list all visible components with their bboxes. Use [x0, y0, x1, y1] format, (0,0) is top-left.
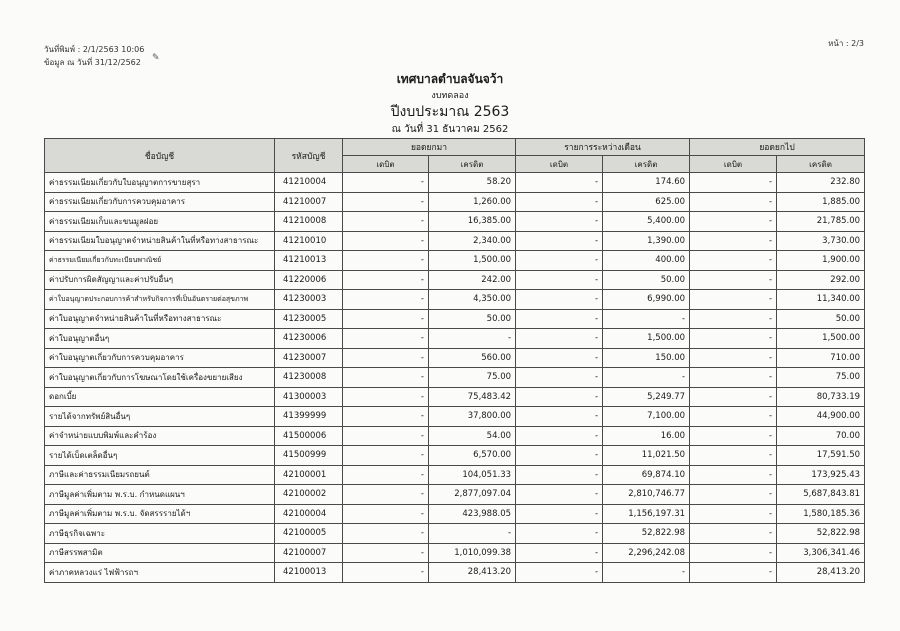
carried-in-debit: - — [343, 368, 429, 388]
table-row — [45, 348, 865, 368]
carried-out-debit: - — [690, 407, 777, 427]
account-code: 41500006 — [275, 426, 343, 446]
account-code: 41230007 — [275, 348, 343, 368]
col-header-mv-credit: เครดิต — [603, 156, 690, 173]
movement-credit: - — [603, 368, 690, 388]
account-code: 41230005 — [275, 309, 343, 329]
carried-in-credit: 2,877,097.04 — [429, 485, 516, 505]
carried-out-debit: - — [690, 290, 777, 310]
movement-debit: - — [516, 368, 603, 388]
carried-in-credit: 2,340.00 — [429, 231, 516, 251]
movement-debit: - — [516, 173, 603, 193]
carried-out-debit: - — [690, 270, 777, 290]
col-header-mv-debit: เดบิต — [516, 156, 603, 173]
account-code: 41210004 — [275, 173, 343, 193]
account-code: 41230003 — [275, 290, 343, 310]
carried-out-debit: - — [690, 309, 777, 329]
table-row — [45, 290, 865, 310]
account-name: รายได้จากทรัพย์สินอื่นๆ — [45, 407, 275, 427]
carried-in-credit: 54.00 — [429, 426, 516, 446]
account-name: ค่าใบอนุญาตเกี่ยวกับการโฆษณาโดยใช้เครื่องขยายเสียง — [45, 368, 275, 388]
carried-in-debit: - — [343, 426, 429, 446]
account-name: ค่าใบอนุญาตอื่นๆ — [45, 329, 275, 349]
table-row — [45, 309, 865, 329]
carried-out-credit: 1,500.00 — [777, 329, 865, 349]
account-code: 42100013 — [275, 563, 343, 583]
movement-debit: - — [516, 543, 603, 563]
carried-out-debit: - — [690, 387, 777, 407]
movement-credit: 1,390.00 — [603, 231, 690, 251]
col-header-code: รหัสบัญชี — [275, 139, 343, 173]
carried-in-debit: - — [343, 348, 429, 368]
table-row — [45, 329, 865, 349]
carried-in-credit: 75.00 — [429, 368, 516, 388]
movement-credit: 52,822.98 — [603, 524, 690, 544]
account-name: ค่าใบอนุญาตเกี่ยวกับการควบคุมอาคาร — [45, 348, 275, 368]
account-code: 41230008 — [275, 368, 343, 388]
movement-debit: - — [516, 387, 603, 407]
carried-in-debit: - — [343, 407, 429, 427]
movement-debit: - — [516, 231, 603, 251]
carried-out-credit: 50.00 — [777, 309, 865, 329]
carried-out-debit: - — [690, 563, 777, 583]
carried-in-debit: - — [343, 543, 429, 563]
fiscal-year: ปีงบประมาณ 2563 — [390, 104, 510, 120]
carried-out-credit: 52,822.98 — [777, 524, 865, 544]
carried-out-debit: - — [690, 524, 777, 544]
col-header-out-debit: เดบิต — [690, 156, 777, 173]
carried-in-debit: - — [343, 465, 429, 485]
account-name: ค่าธรรมเนียมเก็บและขนมูลฝอย — [45, 212, 275, 232]
account-code: 42100002 — [275, 485, 343, 505]
carried-out-debit: - — [690, 348, 777, 368]
movement-credit: 1,500.00 — [603, 329, 690, 349]
table-row — [45, 387, 865, 407]
carried-in-debit: - — [343, 212, 429, 232]
carried-in-debit: - — [343, 504, 429, 524]
carried-out-credit: 1,900.00 — [777, 251, 865, 271]
table-row — [45, 446, 865, 466]
account-name: ภาษีธุรกิจเฉพาะ — [45, 524, 275, 544]
carried-out-credit: 28,413.20 — [777, 563, 865, 583]
movement-credit: 16.00 — [603, 426, 690, 446]
carried-in-debit: - — [343, 485, 429, 505]
carried-out-credit: 1,580,185.36 — [777, 504, 865, 524]
account-name: รายได้เบ็ดเตล็ดอื่นๆ — [45, 446, 275, 466]
movement-debit: - — [516, 446, 603, 466]
movement-debit: - — [516, 524, 603, 544]
carried-out-credit: 1,885.00 — [777, 192, 865, 212]
account-code: 42100007 — [275, 543, 343, 563]
carried-in-credit: 50.00 — [429, 309, 516, 329]
carried-in-credit: 104,051.33 — [429, 465, 516, 485]
carried-in-credit: 1,500.00 — [429, 251, 516, 271]
carried-out-debit: - — [690, 368, 777, 388]
movement-credit: 7,100.00 — [603, 407, 690, 427]
movement-debit: - — [516, 504, 603, 524]
carried-in-credit: - — [429, 329, 516, 349]
account-code: 41210013 — [275, 251, 343, 271]
account-name: ภาษีมูลค่าเพิ่มตาม พ.ร.บ. จัดสรรรายได้ฯ — [45, 504, 275, 524]
movement-credit: - — [603, 563, 690, 583]
page-number: หน้า : 2/3 — [828, 39, 864, 48]
movement-debit: - — [516, 465, 603, 485]
carried-in-credit: 1,260.00 — [429, 192, 516, 212]
carried-out-credit: 292.00 — [777, 270, 865, 290]
print-date: วันที่พิมพ์ : 2/1/2563 10:06 — [44, 45, 145, 54]
movement-debit: - — [516, 309, 603, 329]
table-row — [45, 504, 865, 524]
movement-credit: 174.60 — [603, 173, 690, 193]
account-name: ค่าปรับการผิดสัญญาและค่าปรับอื่นๆ — [45, 270, 275, 290]
carried-in-credit: 75,483.42 — [429, 387, 516, 407]
carried-out-credit: 11,340.00 — [777, 290, 865, 310]
col-header-in-debit: เดบิต — [343, 156, 429, 173]
col-header-name: ชื่อบัญชี — [45, 139, 275, 173]
carried-in-credit: 37,800.00 — [429, 407, 516, 427]
carried-in-credit: 58.20 — [429, 173, 516, 193]
data-date: ข้อมูล ณ วันที่ 31/12/2562 — [44, 58, 141, 67]
carried-in-credit: 1,010,099.38 — [429, 543, 516, 563]
carried-out-debit: - — [690, 485, 777, 505]
table-row — [45, 192, 865, 212]
account-code: 41399999 — [275, 407, 343, 427]
account-name: ภาษีสรรพสามิต — [45, 543, 275, 563]
carried-out-credit: 710.00 — [777, 348, 865, 368]
movement-credit: - — [603, 309, 690, 329]
carried-in-debit: - — [343, 290, 429, 310]
carried-out-credit: 21,785.00 — [777, 212, 865, 232]
movement-debit: - — [516, 485, 603, 505]
account-code: 41300003 — [275, 387, 343, 407]
account-name: ค่าภาคหลวงแร่ ไฟฟ้ารถฯ — [45, 563, 275, 583]
table-row — [45, 563, 865, 583]
account-code: 42100005 — [275, 524, 343, 544]
carried-out-credit: 80,733.19 — [777, 387, 865, 407]
movement-credit: 150.00 — [603, 348, 690, 368]
pen-mark-icon: ✎ — [152, 53, 160, 63]
movement-debit: - — [516, 270, 603, 290]
carried-out-debit: - — [690, 192, 777, 212]
carried-in-debit: - — [343, 251, 429, 271]
carried-in-credit: 560.00 — [429, 348, 516, 368]
carried-out-credit: 5,687,843.81 — [777, 485, 865, 505]
account-code: 41210007 — [275, 192, 343, 212]
account-code: 41210008 — [275, 212, 343, 232]
carried-in-debit: - — [343, 270, 429, 290]
carried-in-credit: 28,413.20 — [429, 563, 516, 583]
table-row — [45, 407, 865, 427]
account-code: 42100001 — [275, 465, 343, 485]
carried-out-credit: 173,925.43 — [777, 465, 865, 485]
account-name: ค่าธรรมเนียมใบอนุญาตจำหน่ายสินค้าในที่หรือทางสาธารณะ — [45, 231, 275, 251]
carried-in-credit: 16,385.00 — [429, 212, 516, 232]
carried-out-debit: - — [690, 251, 777, 271]
carried-out-debit: - — [690, 543, 777, 563]
col-header-out-credit: เครดิต — [777, 156, 865, 173]
carried-in-debit: - — [343, 173, 429, 193]
carried-out-credit: 70.00 — [777, 426, 865, 446]
movement-debit: - — [516, 212, 603, 232]
carried-in-debit: - — [343, 309, 429, 329]
movement-credit: 6,990.00 — [603, 290, 690, 310]
carried-in-credit: - — [429, 524, 516, 544]
carried-out-credit: 17,591.50 — [777, 446, 865, 466]
table-row — [45, 485, 865, 505]
account-code: 41210010 — [275, 231, 343, 251]
movement-debit: - — [516, 192, 603, 212]
table-row — [45, 524, 865, 544]
carried-in-debit: - — [343, 446, 429, 466]
movement-debit: - — [516, 407, 603, 427]
table-row — [45, 231, 865, 251]
table-row — [45, 212, 865, 232]
carried-in-credit: 423,988.05 — [429, 504, 516, 524]
carried-in-debit: - — [343, 563, 429, 583]
movement-debit: - — [516, 251, 603, 271]
account-name: ค่าธรรมเนียมเกี่ยวกับการควบคุมอาคาร — [45, 192, 275, 212]
account-name: ค่าใบอนุญาตประกอบการค้าสำหรับกิจการที่เป็นอันตรายต่อสุขภาพ — [45, 290, 275, 310]
movement-debit: - — [516, 329, 603, 349]
carried-in-debit: - — [343, 192, 429, 212]
movement-credit: 5,400.00 — [603, 212, 690, 232]
movement-debit: - — [516, 426, 603, 446]
carried-in-debit: - — [343, 524, 429, 544]
movement-credit: 2,296,242.08 — [603, 543, 690, 563]
as-of-date: ณ วันที่ 31 ธันวาคม 2562 — [391, 124, 509, 135]
account-name: ภาษีและค่าธรรมเนียมรถยนต์ — [45, 465, 275, 485]
account-code: 41500999 — [275, 446, 343, 466]
carried-out-credit: 44,900.00 — [777, 407, 865, 427]
table-row — [45, 173, 865, 193]
carried-out-credit: 232.80 — [777, 173, 865, 193]
movement-credit: 400.00 — [603, 251, 690, 271]
account-code: 42100004 — [275, 504, 343, 524]
carried-out-debit: - — [690, 426, 777, 446]
account-name: ค่าธรรมเนียมเกี่ยวกับใบอนุญาตการขายสุรา — [45, 173, 275, 193]
carried-out-credit: 3,306,341.46 — [777, 543, 865, 563]
carried-out-credit: 75.00 — [777, 368, 865, 388]
carried-out-debit: - — [690, 446, 777, 466]
carried-out-debit: - — [690, 173, 777, 193]
movement-credit: 50.00 — [603, 270, 690, 290]
carried-out-credit: 3,730.00 — [777, 231, 865, 251]
account-name: ค่าใบอนุญาตจำหน่ายสินค้าในที่หรือทางสาธารณะ — [45, 309, 275, 329]
table-row — [45, 270, 865, 290]
movement-credit: 2,810,746.77 — [603, 485, 690, 505]
movement-debit: - — [516, 563, 603, 583]
col-header-carried-out: ยอดยกไป — [690, 139, 865, 156]
trial-balance-table — [44, 138, 865, 583]
carried-out-debit: - — [690, 329, 777, 349]
table-row — [45, 426, 865, 446]
table-row — [45, 251, 865, 271]
carried-in-credit: 6,570.00 — [429, 446, 516, 466]
carried-out-debit: - — [690, 504, 777, 524]
report-title: งบทดลอง — [431, 91, 469, 101]
movement-credit: 1,156,197.31 — [603, 504, 690, 524]
carried-out-debit: - — [690, 465, 777, 485]
carried-in-debit: - — [343, 231, 429, 251]
account-code: 41220006 — [275, 270, 343, 290]
table-row — [45, 368, 865, 388]
carried-in-debit: - — [343, 329, 429, 349]
account-name: ค่าธรรมเนียมเกี่ยวกับทะเบียนพาณิชย์ — [45, 251, 275, 271]
organization-title: เทศบาลตำบลจันจว้า — [396, 72, 504, 86]
account-code: 41230006 — [275, 329, 343, 349]
carried-in-debit: - — [343, 387, 429, 407]
carried-in-credit: 4,350.00 — [429, 290, 516, 310]
account-name: ค่าจำหน่ายแบบพิมพ์และคำร้อง — [45, 426, 275, 446]
movement-credit: 69,874.10 — [603, 465, 690, 485]
table-row — [45, 465, 865, 485]
movement-debit: - — [516, 348, 603, 368]
table-row — [45, 543, 865, 563]
account-name: ดอกเบี้ย — [45, 387, 275, 407]
movement-credit: 11,021.50 — [603, 446, 690, 466]
col-header-in-credit: เครดิต — [429, 156, 516, 173]
account-name: ภาษีมูลค่าเพิ่มตาม พ.ร.บ. กำหนดแผนฯ — [45, 485, 275, 505]
carried-out-debit: - — [690, 231, 777, 251]
movement-debit: - — [516, 290, 603, 310]
col-header-carried-in: ยอดยกมา — [343, 139, 516, 156]
movement-credit: 625.00 — [603, 192, 690, 212]
col-header-movement: รายการระหว่างเดือน — [516, 139, 690, 156]
carried-out-debit: - — [690, 212, 777, 232]
movement-credit: 5,249.77 — [603, 387, 690, 407]
carried-in-credit: 242.00 — [429, 270, 516, 290]
